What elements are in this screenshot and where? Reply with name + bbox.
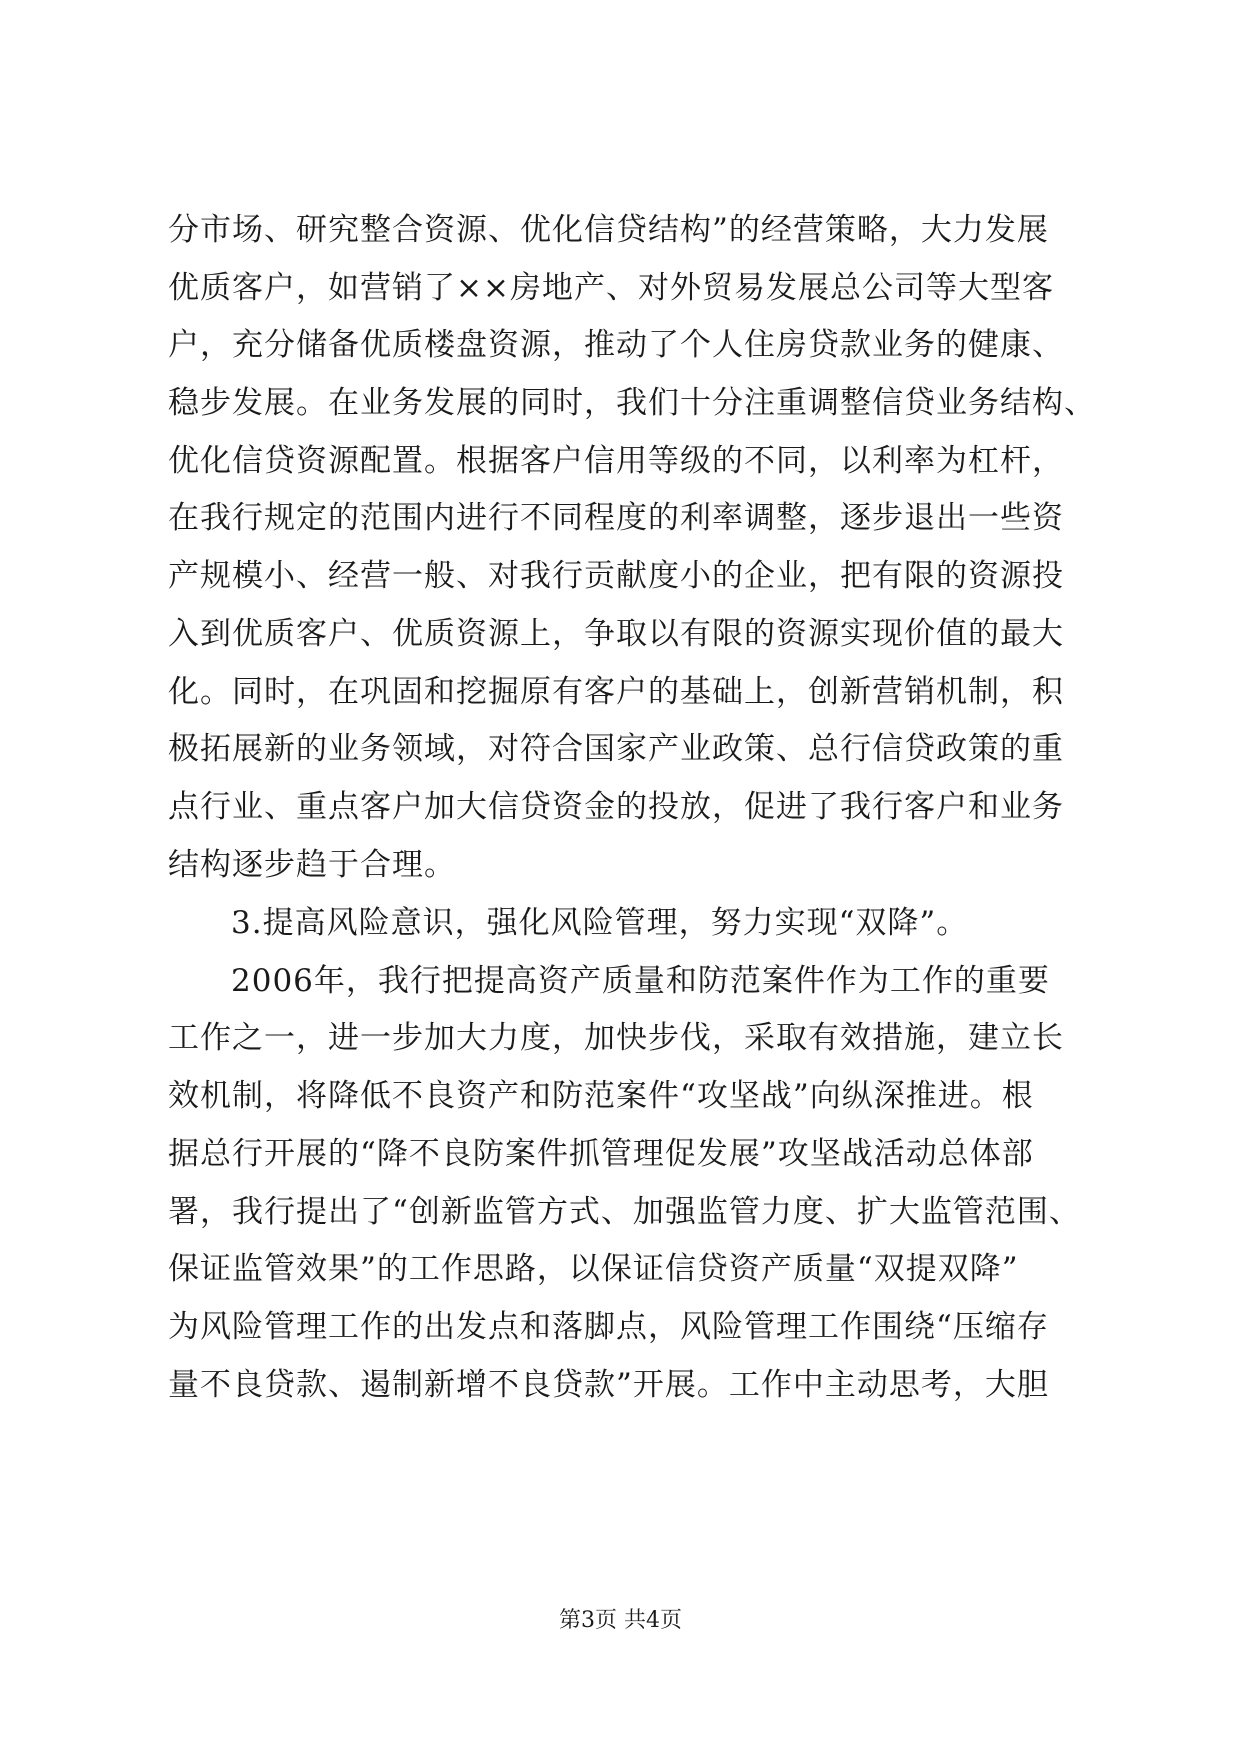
body-text-line: 极拓展新的业务领域，对符合国家产业政策、总行信贷政策的重: [168, 731, 1064, 767]
body-text-line: 在我行规定的范围内进行不同程度的利率调整，逐步退出一些资: [168, 500, 1064, 536]
body-text-line: 产规模小、经营一般、对我行贡献度小的企业，把有限的资源投: [168, 558, 1064, 594]
body-text-line: 为风险管理工作的出发点和落脚点，风险管理工作围绕“压缩存: [168, 1309, 1049, 1345]
body-text-line: 分市场、研究整合资源、优化信贷结构”的经营策略，大力发展: [168, 212, 1049, 248]
body-text-line: 工作之一，进一步加大力度，加快步伐，采取有效措施，建立长: [168, 1020, 1064, 1056]
body-text-line: 量不良贷款、遏制新增不良贷款”开展。工作中主动思考，大胆: [168, 1367, 1049, 1403]
body-text-line: 优质客户，如营销了××房地产、对外贸易发展总公司等大型客: [168, 270, 1054, 306]
body-text-line: 稳步发展。在业务发展的同时，我们十分注重调整信贷业务结构、: [168, 385, 1096, 421]
body-text-line: 优化信贷资源配置。根据客户信用等级的不同，以利率为杠杆，: [168, 443, 1064, 479]
body-text-line: 据总行开展的“降不良防案件抓管理促发展”攻坚战活动总体部: [168, 1136, 1034, 1172]
section-heading: 3.提高风险意识，强化风险管理，努力实现“双降”。: [231, 905, 969, 941]
page-number-footer: 第3页 共4页: [559, 1608, 682, 1633]
body-text-line: 点行业、重点客户加大信贷资金的投放，促进了我行客户和业务: [168, 789, 1064, 825]
body-text-line: 效机制，将降低不良资产和防范案件“攻坚战”向纵深推进。根: [168, 1078, 1034, 1114]
body-text-line: 户，充分储备优质楼盘资源，推动了个人住房贷款业务的健康、: [168, 327, 1064, 363]
body-text-line: 署，我行提出了“创新监管方式、加强监管力度、扩大监管范围、: [168, 1194, 1081, 1230]
body-text-line: 保证监管效果”的工作思路，以保证信贷资产质量“双提双降”: [168, 1251, 1019, 1287]
body-text-line: 化。同时，在巩固和挖掘原有客户的基础上，创新营销机制，积: [168, 674, 1064, 710]
paragraph-start-line: 2006年，我行把提高资产质量和防范案件作为工作的重要: [231, 963, 1050, 999]
body-text-line: 入到优质客户、优质资源上，争取以有限的资源实现价值的最大: [168, 616, 1064, 652]
body-text-line: 结构逐步趋于合理。: [168, 847, 456, 883]
